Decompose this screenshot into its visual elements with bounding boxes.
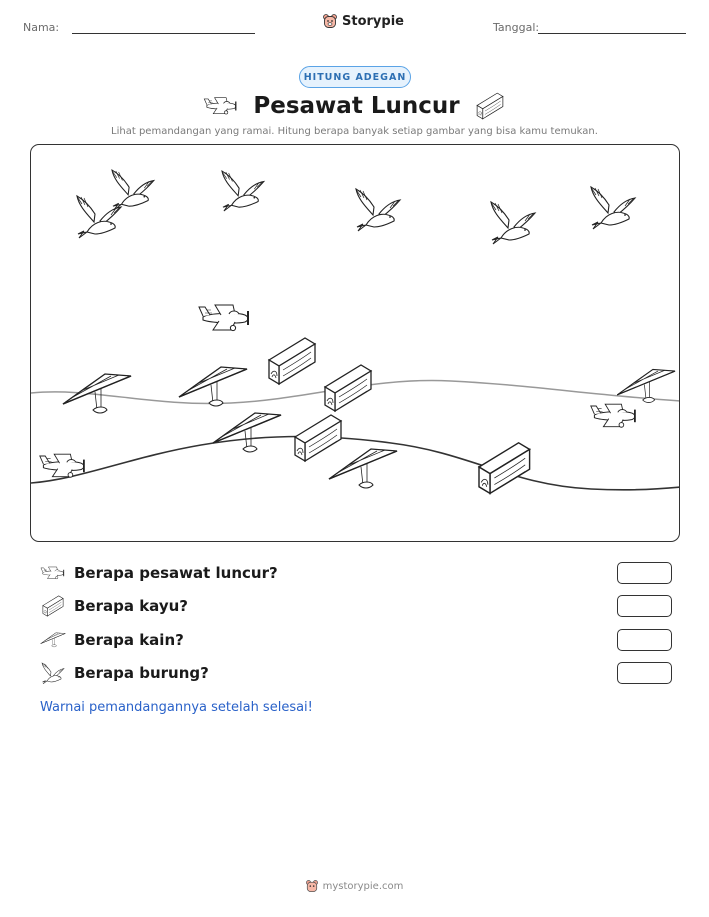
answer-box[interactable] (617, 595, 672, 617)
question-text: Berapa kain? (74, 631, 184, 649)
wood-plank (295, 415, 341, 461)
bear-icon (323, 14, 337, 29)
question-text: Berapa pesawat luncur? (74, 564, 278, 582)
date-line[interactable] (538, 33, 686, 34)
footer-site (0, 880, 709, 893)
bird-icon (40, 662, 66, 684)
bird (222, 171, 264, 211)
airplane-icon (203, 93, 239, 119)
bird (77, 196, 121, 238)
question-row (40, 593, 672, 619)
bird (112, 170, 154, 210)
hang-glider-icon (40, 629, 66, 651)
question-row (40, 660, 672, 686)
coloring-instruction: Warnai pemandangannya setelah selesai! (40, 700, 313, 715)
bird (491, 202, 535, 244)
hang-glider (329, 449, 397, 488)
instructions: Lihat pemandangan yang ramai. Hitung berapa banyak setiap gambar yang bisa kamu temukan. (111, 126, 598, 137)
airplane (199, 305, 249, 331)
question-row (40, 627, 672, 653)
brand-logo (323, 14, 404, 29)
airplane (40, 454, 85, 477)
wood-plank (325, 365, 371, 411)
hang-glider (213, 413, 281, 452)
answer-box[interactable] (617, 662, 672, 684)
airplane (591, 404, 636, 427)
wood-plank-icon (474, 92, 506, 120)
question-row (40, 560, 672, 586)
hang-glider (63, 374, 131, 413)
bird (356, 189, 400, 231)
wood-plank (479, 443, 530, 494)
question-text: Berapa burung? (74, 664, 209, 682)
name-label: Nama: (23, 21, 60, 34)
hang-glider (179, 367, 247, 406)
answer-box[interactable] (617, 629, 672, 651)
wood-plank-icon (40, 595, 66, 617)
scene-illustration (31, 145, 680, 542)
brand-name: Storypie (342, 14, 404, 29)
question-text: Berapa kayu? (74, 597, 189, 615)
page-title: Pesawat Luncur (253, 93, 460, 119)
date-label: Tanggal: (493, 21, 540, 34)
bear-icon (306, 880, 318, 893)
name-line[interactable] (72, 33, 255, 34)
hang-glider (617, 369, 675, 402)
counting-scene (30, 144, 680, 542)
airplane-icon (40, 562, 66, 584)
site-url[interactable]: mystorypie.com (322, 881, 404, 892)
wood-plank (269, 338, 315, 384)
title-row (0, 92, 709, 120)
bird (591, 187, 635, 229)
answer-box[interactable] (617, 562, 672, 584)
activity-badge: HITUNG ADEGAN (299, 66, 411, 88)
